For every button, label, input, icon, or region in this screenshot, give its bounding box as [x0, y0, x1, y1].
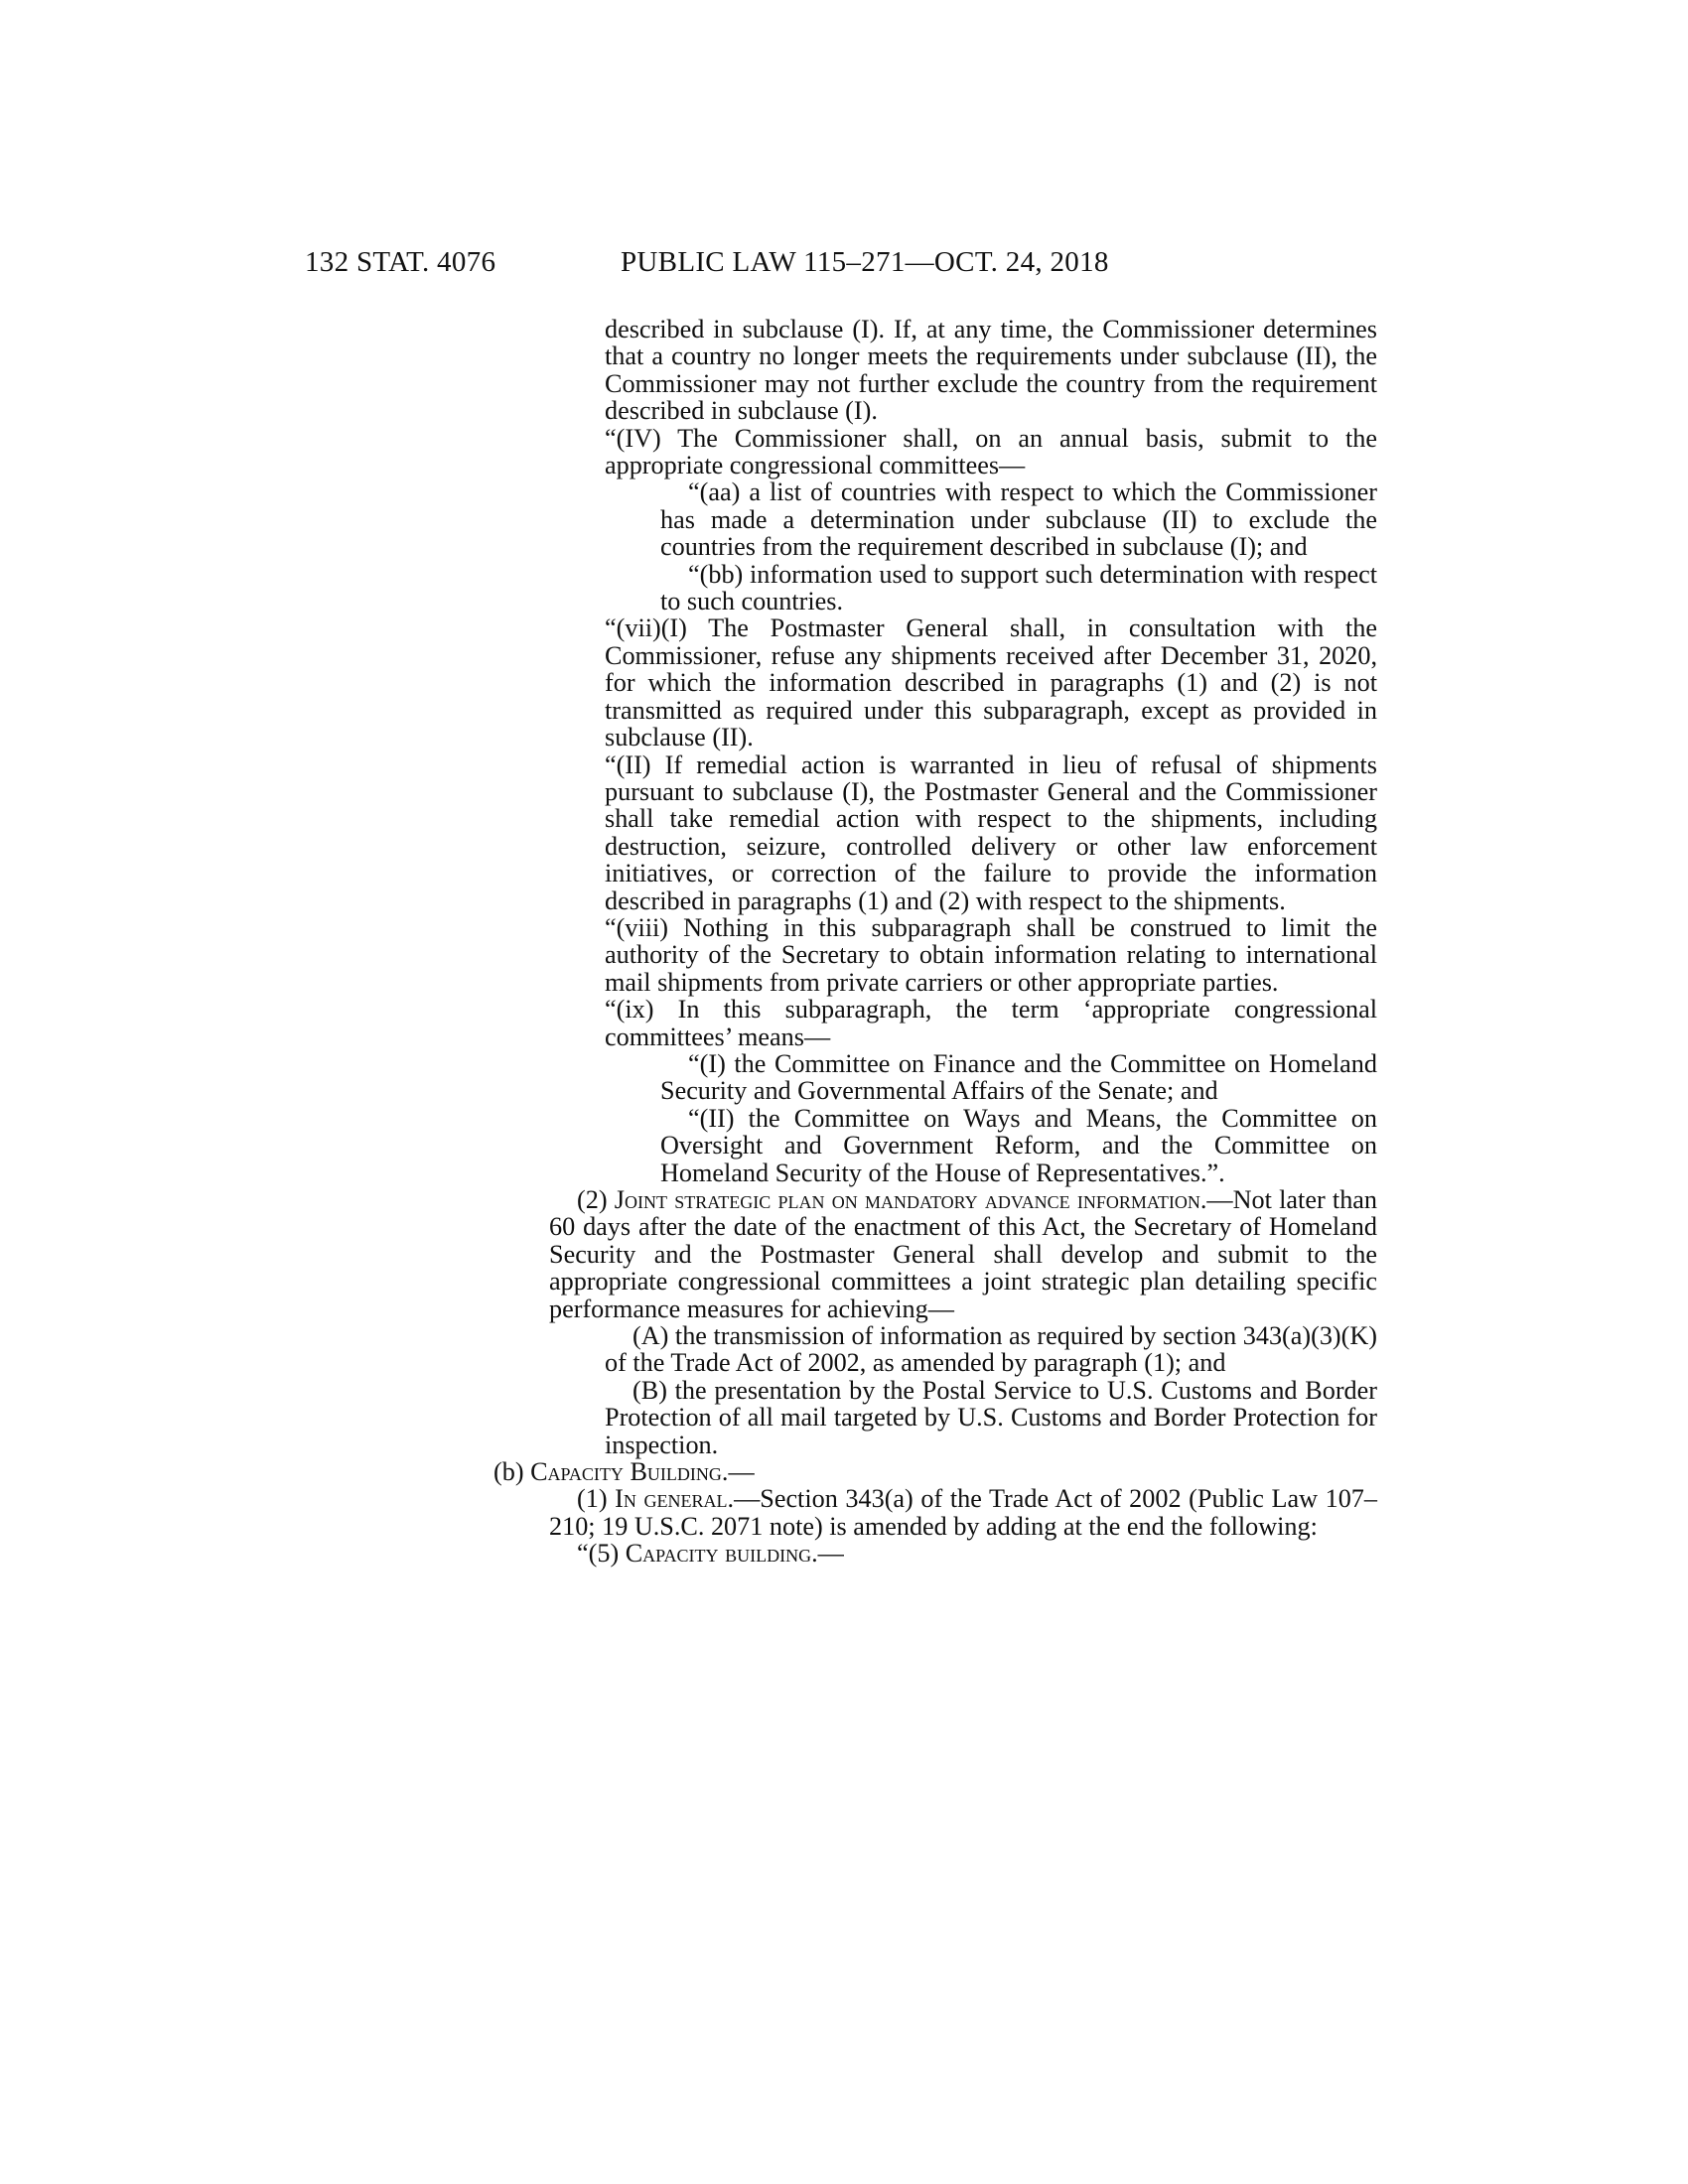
section-number: (b): [493, 1457, 531, 1487]
public-law-title: PUBLIC LAW 115–271—OCT. 24, 2018: [621, 246, 1109, 278]
paragraph-number: (1): [577, 1484, 616, 1514]
paragraph-clause-ix: “(ix) In this subparagraph, the term ‘appropriate congressional committees’ means—: [605, 995, 1377, 1051]
paragraph-text: .—Section 343(a) of the Trade Act of 2002 (Public Law 107–210; 19 U.S.C. 2071 note) is amended by adding at the end the following:: [549, 1484, 1377, 1541]
paragraph-number: (2): [577, 1185, 615, 1214]
paragraph-1-in-general: [549, 1485, 1377, 1540]
paragraph-heading: Joint strategic plan on mandatory advance information: [614, 1185, 1200, 1214]
paragraph-5-capacity-building: [549, 1540, 1377, 1567]
document-body: [493, 315, 1377, 1569]
paragraph-clause-viii: “(viii) Nothing in this subparagraph shall be construed to limit the authority of the Secretary to obtain information relating to international mail shipments from private carriers or other appropriate parties.: [605, 912, 1377, 997]
paragraph-item-bb: “(bb) information used to support such determination with respect to such countries.: [660, 559, 1377, 616]
paragraph-2-joint-strategic-plan: [549, 1186, 1377, 1322]
paragraph-heading: In general: [615, 1484, 728, 1514]
paragraph-subclause-iii-continuation: described in subclause (I). If, at any time, the Commissioner determines that a country no longer meets the requirements under subclause (II), the Commissioner may not further exclude the country from the requirement described in subclause (I).: [605, 315, 1377, 426]
paragraph-heading: Capacity building: [625, 1539, 812, 1569]
paragraph-number: “(5): [577, 1539, 626, 1569]
paragraph-subclause-ix-ii: “(II) the Committee on Ways and Means, the Committee on Oversight and Government Reform, and the Committee on Homeland Security of the House of Representatives.”.: [660, 1103, 1377, 1187]
paragraph-clause-vii-ii: “(II) If remedial action is warranted in lieu of refusal of shipments pursuant to subclause (I), the Postmaster General and the Commissioner shall take remedial action with respect to the shipments, including destruction, seizure, controlled delivery or other law enforcement initiatives, or correction of the failure to provide the information described in paragraphs (1) and (2) with respect to the shipments.: [605, 750, 1377, 915]
section-b-capacity-building: [493, 1458, 1377, 1485]
paragraph-item-aa: “(aa) a list of countries with respect to which the Commissioner has made a determination under subclause (II) to exclude the countries from the requirement described in subclause (I); and: [660, 478, 1377, 562]
paragraph-subclause-iv: “(IV) The Commissioner shall, on an annual basis, submit to the appropriate congressional committees—: [605, 423, 1377, 480]
section-text: .—: [721, 1457, 755, 1487]
statute-page-number: 132 STAT. 4076: [305, 246, 496, 278]
paragraph-subclause-ix-i: “(I) the Committee on Finance and the Committee on Homeland Security and Governmental Affairs of the Senate; and: [660, 1048, 1377, 1106]
paragraph-subpara-b: (B) the presentation by the Postal Service to U.S. Customs and Border Protection of all mail targeted by U.S. Customs and Border Protection for inspection.: [605, 1375, 1377, 1459]
page-header: [0, 246, 1688, 286]
paragraph-clause-vii-i: “(vii)(I) The Postmaster General shall, in consultation with the Commissioner, refuse any shipments received after December 31, 2020, for which the information described in paragraphs (1) and (2) is not transmitted as required under this subparagraph, except as provided in subclause (II).: [605, 614, 1377, 752]
paragraph-text: .—: [811, 1539, 844, 1569]
paragraph-text: .—Not later than 60 days after the date of the enactment of this Act, the Secretary of Homeland Security and the Postmaster General shall develop and submit to the appropriate congressional committees a joint strategic plan detailing specific performance measures for achieving—: [549, 1185, 1377, 1323]
paragraph-subpara-a: (A) the transmission of information as required by section 343(a)(3)(K) of the Trade Act of 2002, as amended by paragraph (1); and: [605, 1321, 1377, 1378]
section-heading: Capacity Building: [530, 1457, 722, 1487]
